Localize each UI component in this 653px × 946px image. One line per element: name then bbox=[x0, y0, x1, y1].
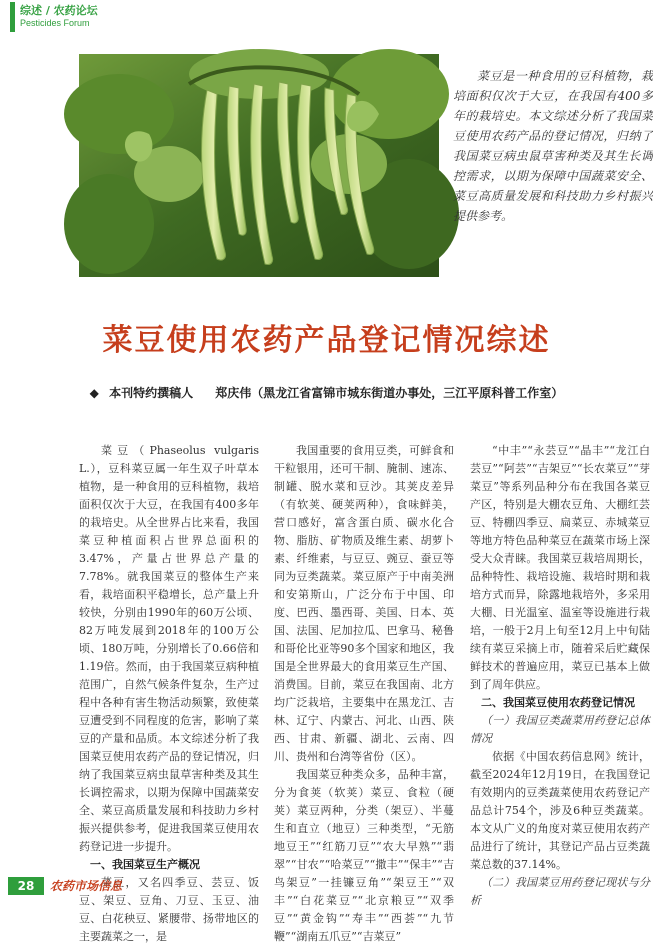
paragraph: 我国菜豆种类众多，品种丰富，分为食荚（软荚）菜豆、食粒（硬荚）菜豆两种，分类（架豆）、半蔓生和直立（地豆）三种类型，“无筋地豆王”“红筋刀豆”“农大早熟”“翡翠”“甘农”“哈菜豆”“撒丰”“保丰”“吉鸟架豆”一挂镰豆角”“架豆王”“双丰”“白花菜豆”“北京粮豆”“双季豆”“黄金钩”“寿丰”“西荟”“九节鞭”“湖南五爪豆”“吉菜豆” bbox=[274, 768, 454, 943]
author-name: 郑庆伟（黑龙江省富锦市城东街道办事处，三江平原科普工作室） bbox=[215, 386, 564, 400]
section-heading: 二、我国菜豆使用农药登记情况 bbox=[481, 696, 635, 709]
bean-plant-illustration bbox=[79, 54, 439, 277]
section-category-en: Pesticides Forum bbox=[20, 18, 90, 28]
magazine-name: 农药市场信息 bbox=[50, 879, 123, 893]
paragraph: 菜豆，又名四季豆、芸豆、饭豆、架豆、豆角、刀豆、玉豆、油豆、白花秧豆、紧腰带、扬带地区的主要蔬菜之一，是 bbox=[79, 876, 259, 943]
article-title: 菜豆使用农药产品登记情况综述 bbox=[102, 323, 551, 358]
section-category: 综述 / 农药论坛 bbox=[20, 4, 98, 17]
subsection-heading: （二）我国菜豆用药登记现状与分析 bbox=[470, 876, 650, 907]
text-column-3 bbox=[470, 442, 650, 907]
diamond-icon: ◆ bbox=[89, 386, 99, 400]
subsection-heading: （一）我国豆类蔬菜用药登记总体情况 bbox=[470, 714, 650, 745]
paragraph: 菜豆（Phaseolus vulgaris L.），豆科菜豆属一年生双子叶草本植物，是一种食用的豆科植物，栽培面积仅次于大豆，在我国有400多年的栽培史。从全世界占比来看，我国菜豆种植面积占世界总面积的3.47%，产量占世界总产量的7.78%。就我国菜豆的整体生产来看，栽培面积平稳增长，总产量上升较快，分别由1990年的60万公顷、82万吨发展到2018年的100万公顷、180万吨，分别增长了0.66倍和1.19倍。然而，由于我国菜豆病种植范围广，自然气候条件复杂，生产过程中各种有害生物活动频繁，致使菜豆遭受到不同程度的危害，影响了菜豆的产量和品质。本文综述分析了我国菜豆使用农药产品的登记情况，归纳了我国菜豆病虫鼠草害种类及其生长调控需求，以期为保障中国蔬菜安全、菜豆高质量发展和科技助力乡村振兴提供参考，促进我国菜豆使用农药登记进一步提升。 bbox=[79, 444, 259, 853]
paragraph: 我国重要的食用豆类，可鲜食和干粒银用，还可干制、腌制、速冻、制罐、脱水菜和豆沙。其荚皮差异（有软荚、硬荚两种），食味鲜美，营口感好，富含蛋白质、碳水化合物、脂肪、矿物质及维生素、胡萝卜素、纤维素，与豆豆、豌豆、蚕豆等同为豆类蔬菜。菜豆原产于中南美洲和安第斯山，广泛分布于中国、印度、巴西、墨西哥、美国、日本、英国、法国、尼加拉瓜、巴拿马、秘鲁和哥伦比亚等90多个国家和地区，我国是全世界最大的食用菜豆生产国、消费国。目前，菜豆在我国南、北方均广泛栽培，主要集中在黑龙江、吉林、辽宁、内蒙古、河北、山西、陕西、甘肃、新疆、湖北、云南、四川、贵州和台湾等省份（区）。 bbox=[274, 444, 454, 763]
section-header bbox=[10, 0, 250, 36]
article-byline bbox=[0, 384, 653, 401]
page-number: 28 bbox=[8, 877, 44, 895]
section-heading: 一、我国菜豆生产概况 bbox=[90, 858, 200, 871]
page-footer bbox=[0, 874, 653, 899]
article-intro: 菜豆是一种食用的豆科植物，栽培面积仅次于大豆，在我国有400多年的栽培史。本文综述分析了我国菜豆使用农药产品的登记情况，归纳了我国菜豆病虫鼠草害种类及其生长调控需求，以期为保障中国蔬菜安全、菜豆高质量发展和科技助力乡村振兴提供参考。 bbox=[453, 69, 653, 223]
paragraph: 依据《中国农药信息网》统计，截至2024年12月19日，在我国登记有效期内的豆类蔬菜使用农药登记产品总计754个，涉及6种豆类蔬菜。本文从广义的角度对菜豆使用农药产品进行了统计，其登记产品占豆类蔬菜总数的37.14%。 bbox=[470, 750, 650, 871]
author-role: 本刊特约撰稿人 bbox=[109, 386, 194, 400]
kidney-bean-photo bbox=[79, 54, 439, 277]
paragraph: “中丰”“永芸豆”“晶丰”“龙江白芸豆”“阿芸”“吉架豆”“长农菜豆”“芽菜豆”等系列品种分布在我国各菜豆产区，特别是大棚农豆角、大棚红芸豆、特棚四季豆、扁菜豆、赤城菜豆等地方特色品种菜豆在蔬菜市场上深受大众青睐。我国菜豆栽培周期长，品种特性、栽培设施、栽培时期和栽培方式而异，除露地栽培外，多采用大棚、日光温室、温室等设施进行栽培，一般于2月上旬至12月上中旬陆续有菜豆采摘上市，随着采后贮藏保鲜技术的普遍应用，菜豆已基本上做到了周年供应。 bbox=[470, 444, 650, 691]
text-column-2 bbox=[274, 442, 454, 943]
header-accent-bar bbox=[10, 2, 15, 32]
